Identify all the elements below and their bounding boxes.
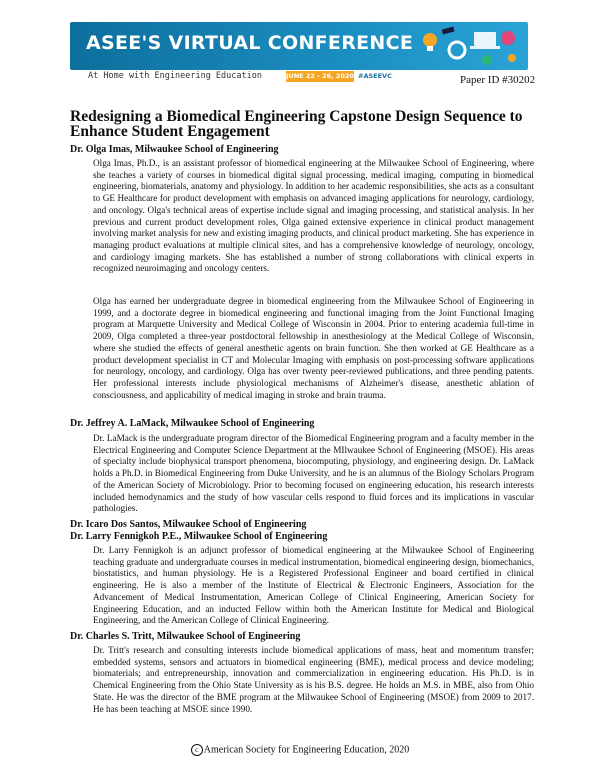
banner-subtitle: At Home with Engineering Education <box>88 71 262 81</box>
conference-dates: JUNE 22 - 26, 2020 <box>286 72 354 80</box>
lightbulb-icon <box>423 33 437 47</box>
banner-icons <box>412 24 522 68</box>
copyright-text: American Society for Engineering Education, 2020 <box>203 744 410 756</box>
conference-banner <box>70 22 528 70</box>
author-name: Dr. Jeffrey A. LaMack, Milwaukee School of Engineering <box>70 418 315 429</box>
author-bio: Olga has earned her undergraduate degree in biomedical engineering from the Milwaukee School of Engineering in 1999, and a doctorate degree in biomedical engineering and functional imaging from the Joint Functional Imaging program at Marquette University and Medical College of Wisconsin in 2004. Prior to entering academia full-time in 2009, Olga completed a three-year postdoctoral fellowship in anesthesiology at the Medical College of Wisconsin, where she studied the effects of general anesthetic agents on brain function. She then worked at GE Healthcare as a product development specialist in CT and Molecular Imaging with emphasis on post-processing software applications for neurology, oncology, and cardiology. Olga has over twenty peer-reviewed publications, and three pending patents. Her professional interests include physiological mechanisms of Alzheimer's disease, anesthetic ablation of consciousness, and applicability of medical imaging in stroke and brain trauma. <box>93 296 534 400</box>
author-name: Dr. Olga Imas, Milwaukee School of Engineering <box>70 144 279 155</box>
chat-bubble-icon <box>501 31 515 45</box>
banner-title: ASEE'S VIRTUAL CONFERENCE <box>86 32 414 54</box>
mortarboard-icon <box>442 27 455 35</box>
author-bio: Dr. Tritt's research and consulting interests include biomedical applications of mass, heat and momentum transfer; embedded systems, sensors and actuators in biomedical engineering (BME), medical process and device modeling; biomaterials; and entrepreneurship, innovation and commercialization in engineering education. His Ph.D. is in Chemical Engineering from the Ohio State University as is his B.S. degree. He holds an M.S. in MBE, also from Ohio State. He was the director of the BME program at the Milwaukee School of Engineering (MSOE) from 2009 to 2017. He has been teaching at MSOE since 1990. <box>93 645 534 714</box>
copyright-icon: c <box>191 744 203 756</box>
author-name: Dr. Charles S. Tritt, Milwaukee School of Engineering <box>70 631 301 642</box>
laptop-icon <box>474 32 496 46</box>
author-bio: Dr. Larry Fennigkoh is an adjunct professor of biomedical engineering at the Milwaukee School of Engineering teaching graduate and undergraduate courses in medical instrumentation, biomedical engineering design, biomechanics, biostatistics, and human physiology. He is a Registered Professional Engineer and board certified in clinical engineering. He is also a member of the Institute of Electrical & Electronic Engineers, Association for the Advancement of Medical Instrumentation, American College of Clinical Engineering, American Society for Engineering Education, and an inducted Fellow within both the American Institute for Medical and Biological Engineering, and the American College of Clinical Engineering. <box>93 545 534 626</box>
author-name: Dr. Icaro Dos Santos, Milwaukee School of Engineering <box>70 519 307 530</box>
author-bio: Dr. LaMack is the undergraduate program director of the Biomedical Engineering program and a faculty member in the Electrical Engineering and Computer Science Department at the MIlwaukee School of Engineering (MSOE). His areas of specialty include biophysical transport phenomena, biocomputing, physiology, and engineering design. Dr. LaMack holds a Ph.D. in Biomedical Engineering from Duke University, and he is an alumnus of the Biology Scholars Program of the American Society of Microbiology. Prior to becoming focused on engineering education, his research interests included hemodynamics and the study of how vascular cells respond to fluid forces and its implications in vascular pathologies. <box>93 433 534 514</box>
paper-id: Paper ID #30202 <box>460 74 536 86</box>
author-bio: Olga Imas, Ph.D., is an assistant professor of biomedical engineering at the Milwaukee School of Engineering, where she teaches a variety of courses in biomedical digital signal processing, medical imaging, computing in biomedical engineering, biomaterials, anatomy and physiology. In addition to her academic responsibilities, she acts as a consultant to GE Healthcare for product development with emphasis on advanced imaging applications for neurology, cardiology, and oncology. Olga's technical areas of expertise include signal and imaging processing, and statistical analysis. In her previous and current product development roles, Olga gained extensive experience in clinical product management involving market analysis for new and existing imaging products, and clinical product marketing. She has experience in managing product evaluations at multiple clinical sites, and has a comprehensive knowledge of neurology, oncology, and cardiology imaging markets. She has established a number of strong collaborations with clinical experts in recognized neuroimaging and oncology centers. <box>93 158 534 274</box>
copyright-footer <box>0 744 600 756</box>
author-name: Dr. Larry Fennigkoh P.E., Milwaukee School of Engineering <box>70 531 328 542</box>
conference-hashtag: #ASEEVC <box>358 72 392 80</box>
paper-title: Redesigning a Biomedical Engineering Capstone Design Sequence to Enhance Student Engagement <box>70 108 523 140</box>
gear-icon <box>449 42 465 58</box>
